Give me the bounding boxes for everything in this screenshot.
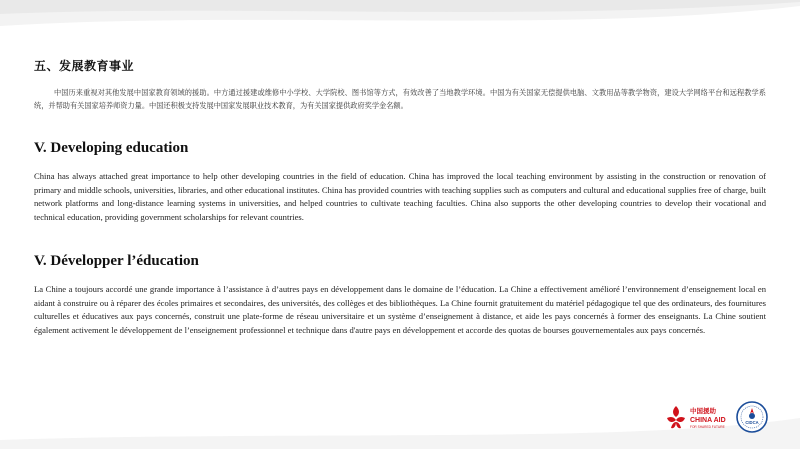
- cidca-logo: [736, 401, 768, 433]
- chinese-section-heading: 五、发展教育事业: [34, 59, 135, 73]
- cidca-text: CIDCA: [745, 420, 759, 425]
- china-aid-logo: [663, 402, 731, 434]
- english-section-heading: V. Developing education: [34, 140, 189, 156]
- china-aid-en-text: CHINA AID: [690, 417, 726, 424]
- chinese-section-body: 中国历来重视对其他发展中国家教育领域的援助。中方通过援建或维修中小学校、大学院校、图书馆等方式，有效改善了当地教学环境。中国为有关国家无偿提供电脑、文教用品等教学物资，建设大学网络平台和远程教学系统，并帮助有关国家培养师资力量。中国还积极支持发展中国家发展职业技术教育，为有关国家提供政府奖学金名额。: [34, 88, 766, 110]
- china-aid-tagline: FOR SHARED FUTURE: [690, 425, 725, 429]
- english-section-body: China has always attached great importance to help other developing countries in the field of education. China has improved the local teaching environment by assisting in the construction or renovation of primary and middle schools, universities, libraries, and other educational institutes. China has provided countries with teaching supplies such as computers and cultural and educational supplies free of charge, built network platforms and long-distance learning systems in universities, and helped countries to cultivate teaching faculties. China also supports the other developing countries to develop their vocational and technical education, providing government scholarships for relevant countries.: [34, 171, 766, 223]
- china-aid-cn-text: 中国援助: [690, 407, 716, 415]
- french-section-heading: V. Développer l’éducation: [34, 253, 199, 269]
- french-section-body: La Chine a toujours accordé une grande importance à l’assistance à d’autres pays en développement dans le domaine de l’éducation. La Chine a effectivement amélioré l’environnement d’enseignement local en aidant à construire ou à réparer des écoles primaires et secondaires, des universités, des collèges et des bibliothèques. La Chine fournit gratuitement du matériel pédagogique tel que des ordinateurs, des fournitures culturelles et éducatives aux pays concernés, construit une plate-forme de réseau universitaire et un système d’enseignement à distance, et aide les pays concernés à former des enseignants. La Chine soutient également activement le développement de l’enseignement professionnel et technique dans d'autre pays en développement et accorde des quotas de bourses gouvernementales aux pays concernés.: [34, 284, 766, 336]
